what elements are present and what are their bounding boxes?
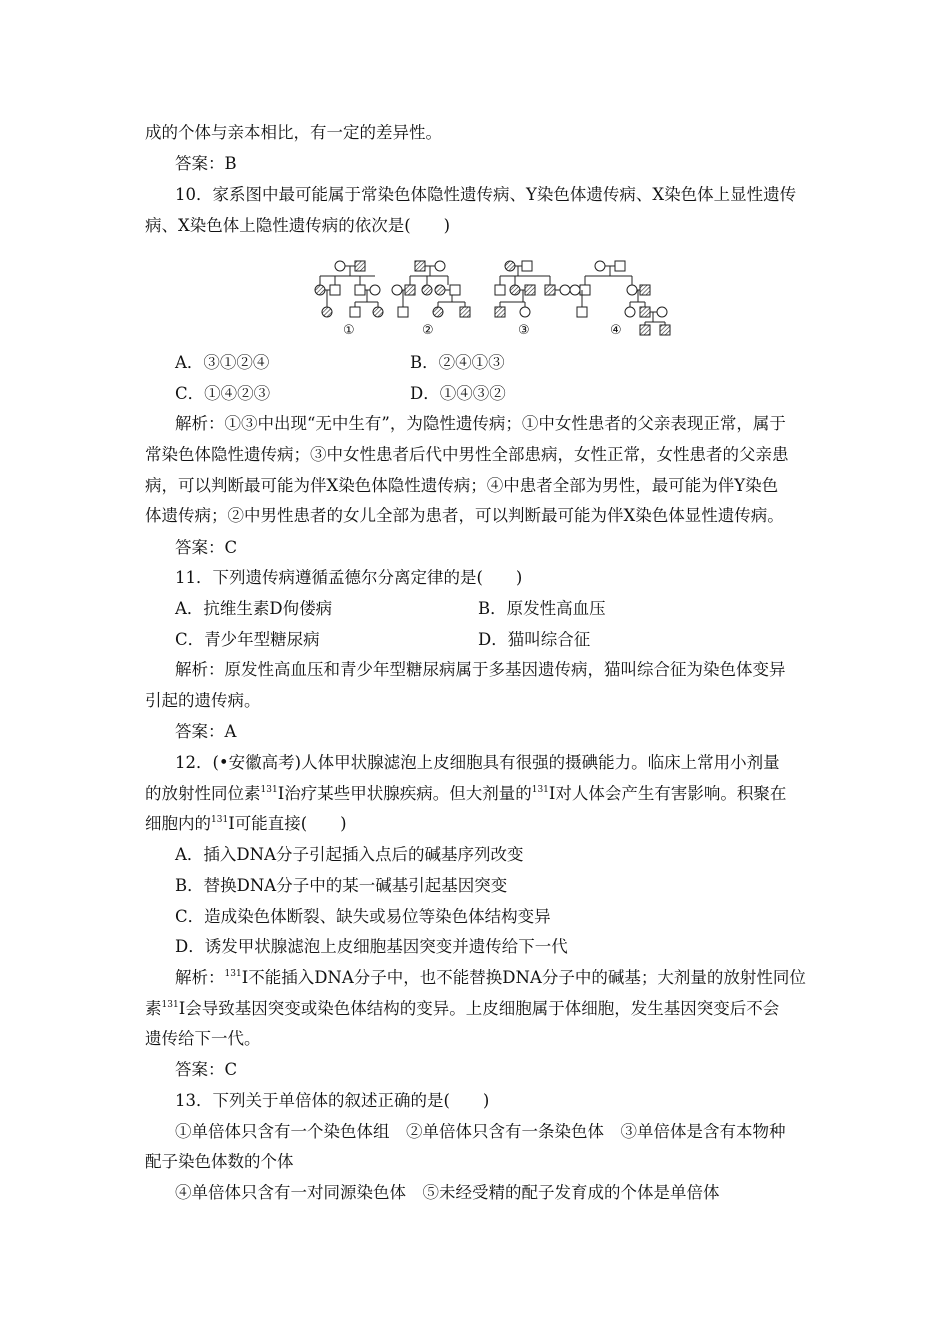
text-segment: I不能插入DNA分子中，也不能替换DNA分子中的碱基；大剂量的放射性同位 — [241, 968, 806, 987]
pedigree-2 — [392, 261, 470, 317]
question-10-stem: 10．家系图中最可能属于常染色体隐性遗传病、Y染色体遗传病、X染色体上显性遗传 — [175, 185, 797, 204]
analysis-line: 解析：①③中出现“无中生有”，为隐性遗传病；①中女性患者的父亲表现正常，属于 — [175, 414, 786, 433]
question-13-statement: ①单倍体只含有一个染色体组 ②单倍体只含有一条染色体 ③单倍体是含有本物种 — [175, 1122, 786, 1141]
q10-option-b: B．②④①③ — [410, 353, 505, 372]
analysis-line: 病，可以判断最可能为伴X染色体隐性遗传病；④中患者全部为男性，最可能为伴Y染色 — [145, 476, 779, 495]
text-segment: I会导致基因突变或染色体结构的变异。上皮细胞属于体细胞，发生基因突变后不会 — [178, 999, 780, 1018]
analysis-line: 遗传给下一代。 — [145, 1029, 261, 1048]
text-segment: 的放射性同位素 — [145, 784, 261, 803]
q10-option-d: D．①④③② — [410, 384, 506, 403]
q10-option-a: A．③①②④ — [175, 353, 270, 372]
pedigree-3 — [495, 261, 570, 317]
answer-line: 答案：C — [175, 538, 238, 557]
answer-line: 答案：A — [175, 722, 237, 741]
text-segment: 解析： — [175, 968, 225, 987]
text-segment: I对人体会产生有害影响。积聚在 — [548, 784, 787, 803]
pedigree-diagram — [300, 250, 680, 340]
q11-option-a: A．抗维生素D佝偻病 — [175, 599, 333, 618]
isotope-superscript: 131 — [224, 969, 242, 979]
analysis-line — [145, 998, 779, 1020]
question-13-statement: ④单倍体只含有一对同源染色体 ⑤未经受精的配子发育成的个体是单倍体 — [175, 1183, 720, 1202]
q11-option-b: B．原发性高血压 — [478, 599, 606, 618]
text-segment: I治疗某些甲状腺疾病。但大剂量的 — [277, 784, 532, 803]
question-12-stem-cont — [145, 813, 347, 835]
q12-option-b: B．替换DNA分子中的某一碱基引起基因突变 — [175, 876, 508, 895]
text-segment: I可能直接( ) — [228, 814, 347, 833]
pedigree-label-1: ① — [343, 323, 355, 338]
pedigree-label-3: ③ — [518, 323, 530, 338]
pedigree-figure — [300, 250, 680, 340]
analysis-line: 常染色体隐性遗传病；③中女性患者后代中男性全部患病，女性正常，女性患者的父亲患 — [145, 445, 789, 464]
text-segment: 素 — [145, 999, 162, 1018]
answer-line: 答案：C — [175, 1060, 238, 1079]
isotope-superscript: 131 — [260, 785, 278, 795]
q12-option-c: C．造成染色体断裂、缺失或易位等染色体结构变异 — [175, 907, 551, 926]
pedigree-label-2: ② — [422, 323, 434, 338]
question-11-stem: 11．下列遗传病遵循孟德尔分离定律的是( ) — [175, 568, 523, 587]
question-12-stem-cont — [145, 783, 786, 805]
q10-option-c: C．①④②③ — [175, 384, 271, 403]
question-12-stem: 12．(•安徽高考)人体甲状腺滤泡上皮细胞具有很强的摄碘能力。临床上常用小剂量 — [175, 753, 780, 772]
text-line: 成的个体与亲本相比，有一定的差异性。 — [145, 123, 442, 142]
text-segment: 细胞内的 — [145, 814, 211, 833]
answer-line: 答案：B — [175, 154, 237, 173]
q11-option-d: D．猫叫综合征 — [478, 630, 591, 649]
analysis-line — [175, 967, 806, 989]
q12-option-d: D．诱发甲状腺滤泡上皮细胞基因突变并遗传给下一代 — [175, 937, 568, 956]
q12-option-a: A．插入DNA分子引起插入点后的碱基序列改变 — [175, 845, 524, 864]
question-13-stem: 13．下列关于单倍体的叙述正确的是( ) — [175, 1091, 490, 1110]
analysis-line: 引起的遗传病。 — [145, 691, 261, 710]
pedigree-1 — [315, 261, 383, 317]
isotope-superscript: 131 — [161, 1000, 179, 1010]
isotope-superscript: 131 — [531, 785, 549, 795]
analysis-line: 体遗传病；②中男性患者的女儿全部为患者，可以判断最可能为伴X染色体显性遗传病。 — [145, 506, 784, 525]
question-10-stem-cont: 病、X染色体上隐性遗传病的依次是( ) — [145, 216, 451, 235]
question-13-statement-cont: 配子染色体数的个体 — [145, 1152, 294, 1171]
q11-option-c: C．青少年型糖尿病 — [175, 630, 320, 649]
analysis-line: 解析：原发性高血压和青少年型糖尿病属于多基因遗传病，猫叫综合征为染色体变异 — [175, 660, 786, 679]
pedigree-label-4: ④ — [610, 323, 622, 338]
isotope-superscript: 131 — [211, 815, 229, 825]
